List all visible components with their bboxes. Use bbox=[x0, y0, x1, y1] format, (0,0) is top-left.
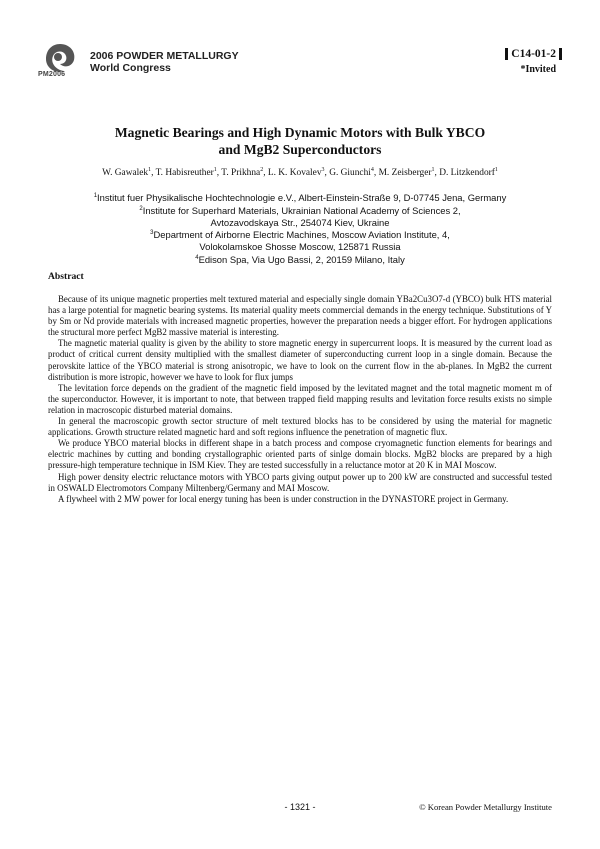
author-affiliation-mark: 1 bbox=[213, 167, 217, 173]
author-name: T. Habisreuther bbox=[155, 168, 214, 179]
author-affiliation-mark: 2 bbox=[260, 167, 264, 173]
abstract-body bbox=[48, 294, 552, 505]
conference-line1: 2006 POWDER METALLURGY bbox=[90, 50, 239, 62]
invited-label: *Invited bbox=[520, 64, 556, 75]
paragraph: The magnetic material quality is given by the ability to store magnetic energy in supercurrent loops. It is measured by the current load as product of critical current density multiplied with the smallest diameter of superconducting current loop in a single domain. Because the perovskite lattice of the YBCO material is strong anisotropic, we have to look on the current flow in the ab-planes. In MgB2 the current distribution is more istropic, however we have to look for flux jumps bbox=[48, 338, 552, 382]
author-list: W. Gawalek$^1$, T. Habisreuther$^1$, T. Prikhna$^2$, L. K. Kovalev$^3$, G. Giunchi$^4$, M. Zeisberger$^1$, D. Litzkendorf$^1$ bbox=[102, 167, 498, 179]
author-affiliation-mark: 1 bbox=[148, 167, 152, 173]
affiliation-line bbox=[40, 241, 560, 253]
affiliation-text: Institute for Superhard Materials, Ukrainian National Academy of Sciences 2, bbox=[142, 204, 461, 216]
affiliation-line bbox=[40, 217, 560, 229]
title-line2: and MgB2 Superconductors bbox=[218, 142, 382, 157]
author-name: T. Prikhna bbox=[221, 168, 261, 179]
author-affiliation-mark: 3 bbox=[321, 167, 325, 173]
affiliation-mark: 4 bbox=[195, 254, 199, 261]
paragraph: In general the macroscopic growth sector structure of melt textured blocks has to be considered by using the material for magnetic applications. Growth structure related magnetic hard and soft regions influence the penetration of magnetic flux. bbox=[48, 416, 552, 438]
conference-line2: World Congress bbox=[90, 62, 171, 74]
author-name: W. Gawalek bbox=[102, 168, 149, 179]
paragraph: Because of its unique magnetic properties melt textured material and especially single domain YBa2Cu3O7-d (YBCO) bulk HTS material has a large potential for magnetic bearing systems. Its material quality meets commercial demands in the energy technique. Substitutions of Y by Sm or Nd provide materials with increased magnetic properties, however the preparation needs a bigger effort. For hydrogen applications the structural more perfect MgB2 massive material is interesting. bbox=[48, 294, 552, 338]
author-name: G. Giunchi bbox=[329, 168, 371, 179]
affiliation-mark: 2 bbox=[139, 205, 143, 212]
paragraph: High power density electric reluctance motors with YBCO parts giving output power up to 200 kW are constructed and successful tested in OSWALD Electromotors Company Miltenberg/Germany and MAI Moscow. bbox=[48, 471, 552, 493]
logo-caption: PM2006 bbox=[38, 71, 66, 78]
affiliation-text: Volokolamskoe Shosse Moscow, 125871 Russia bbox=[199, 241, 401, 253]
paper-title bbox=[60, 124, 540, 158]
author-name: M. Zeisberger bbox=[378, 168, 432, 179]
copyright: © Korean Powder Metallurgy Institute bbox=[419, 802, 552, 812]
affiliation-list bbox=[40, 191, 560, 266]
conference-name bbox=[90, 50, 239, 74]
affiliation-line bbox=[40, 253, 560, 266]
page-number: - 1321 - bbox=[284, 802, 316, 812]
paragraph: A flywheel with 2 MW power for local energy tuning has been is under construction in the DYNASTORE project in Germany. bbox=[58, 493, 509, 504]
title-line1: Magnetic Bearings and High Dynamic Motors with Bulk YBCO bbox=[114, 125, 486, 140]
affiliation-mark: 1 bbox=[93, 193, 98, 199]
affiliation-line bbox=[40, 228, 560, 241]
author-affiliation-mark: 1 bbox=[494, 167, 498, 173]
author-affiliation-mark: 1 bbox=[431, 167, 435, 173]
affiliation-line bbox=[40, 191, 560, 204]
abstract-heading: Abstract bbox=[48, 271, 84, 282]
affiliation-text: Institut fuer Physikalische Hochtechnologie e.V., Albert-Einstein-Straße 9, D-07745 Jena, Germany bbox=[97, 192, 507, 204]
author-affiliation-mark: 4 bbox=[370, 167, 374, 173]
affiliation-text: Department of Airborne Electric Machines, Moscow Aviation Institute, 4, bbox=[153, 229, 450, 241]
paper-code: C14-01-2 bbox=[505, 48, 562, 60]
paper-code-box bbox=[505, 44, 562, 75]
affiliation-mark: 3 bbox=[150, 230, 154, 237]
affiliation-text: Edison Spa, Via Ugo Bassi, 2, 20159 Milano, Italy bbox=[198, 254, 405, 266]
affiliation-text: Avtozavodskaya Str., 254074 Kiev, Ukraine bbox=[210, 216, 390, 228]
paragraph: The levitation force depends on the gradient of the magnetic field imposed by the levitated magnet and the total magnetic moment m of the superconductor. However, it is important to note, that between trapped field mapping results and levitation force results exists no simple relation in macroscopic disturbed material domains. bbox=[48, 382, 552, 415]
paragraph: We produce YBCO material blocks in different shape in a batch process and compose cryomagnetic function elements for bearings and electric machines by cutting and bonding crystallographic oriented parts of sinlge domain blocks. MgB2 blocks are prepared by a high pressure-high temperature technique in ISM Kiev. They are tested successfully in a reluctance motor at 20 K in MAI Moscow. bbox=[48, 438, 552, 471]
affiliation-line bbox=[40, 204, 560, 217]
author-name: D. Litzkendorf bbox=[439, 168, 495, 179]
author-name: L. K. Kovalev bbox=[267, 168, 322, 179]
